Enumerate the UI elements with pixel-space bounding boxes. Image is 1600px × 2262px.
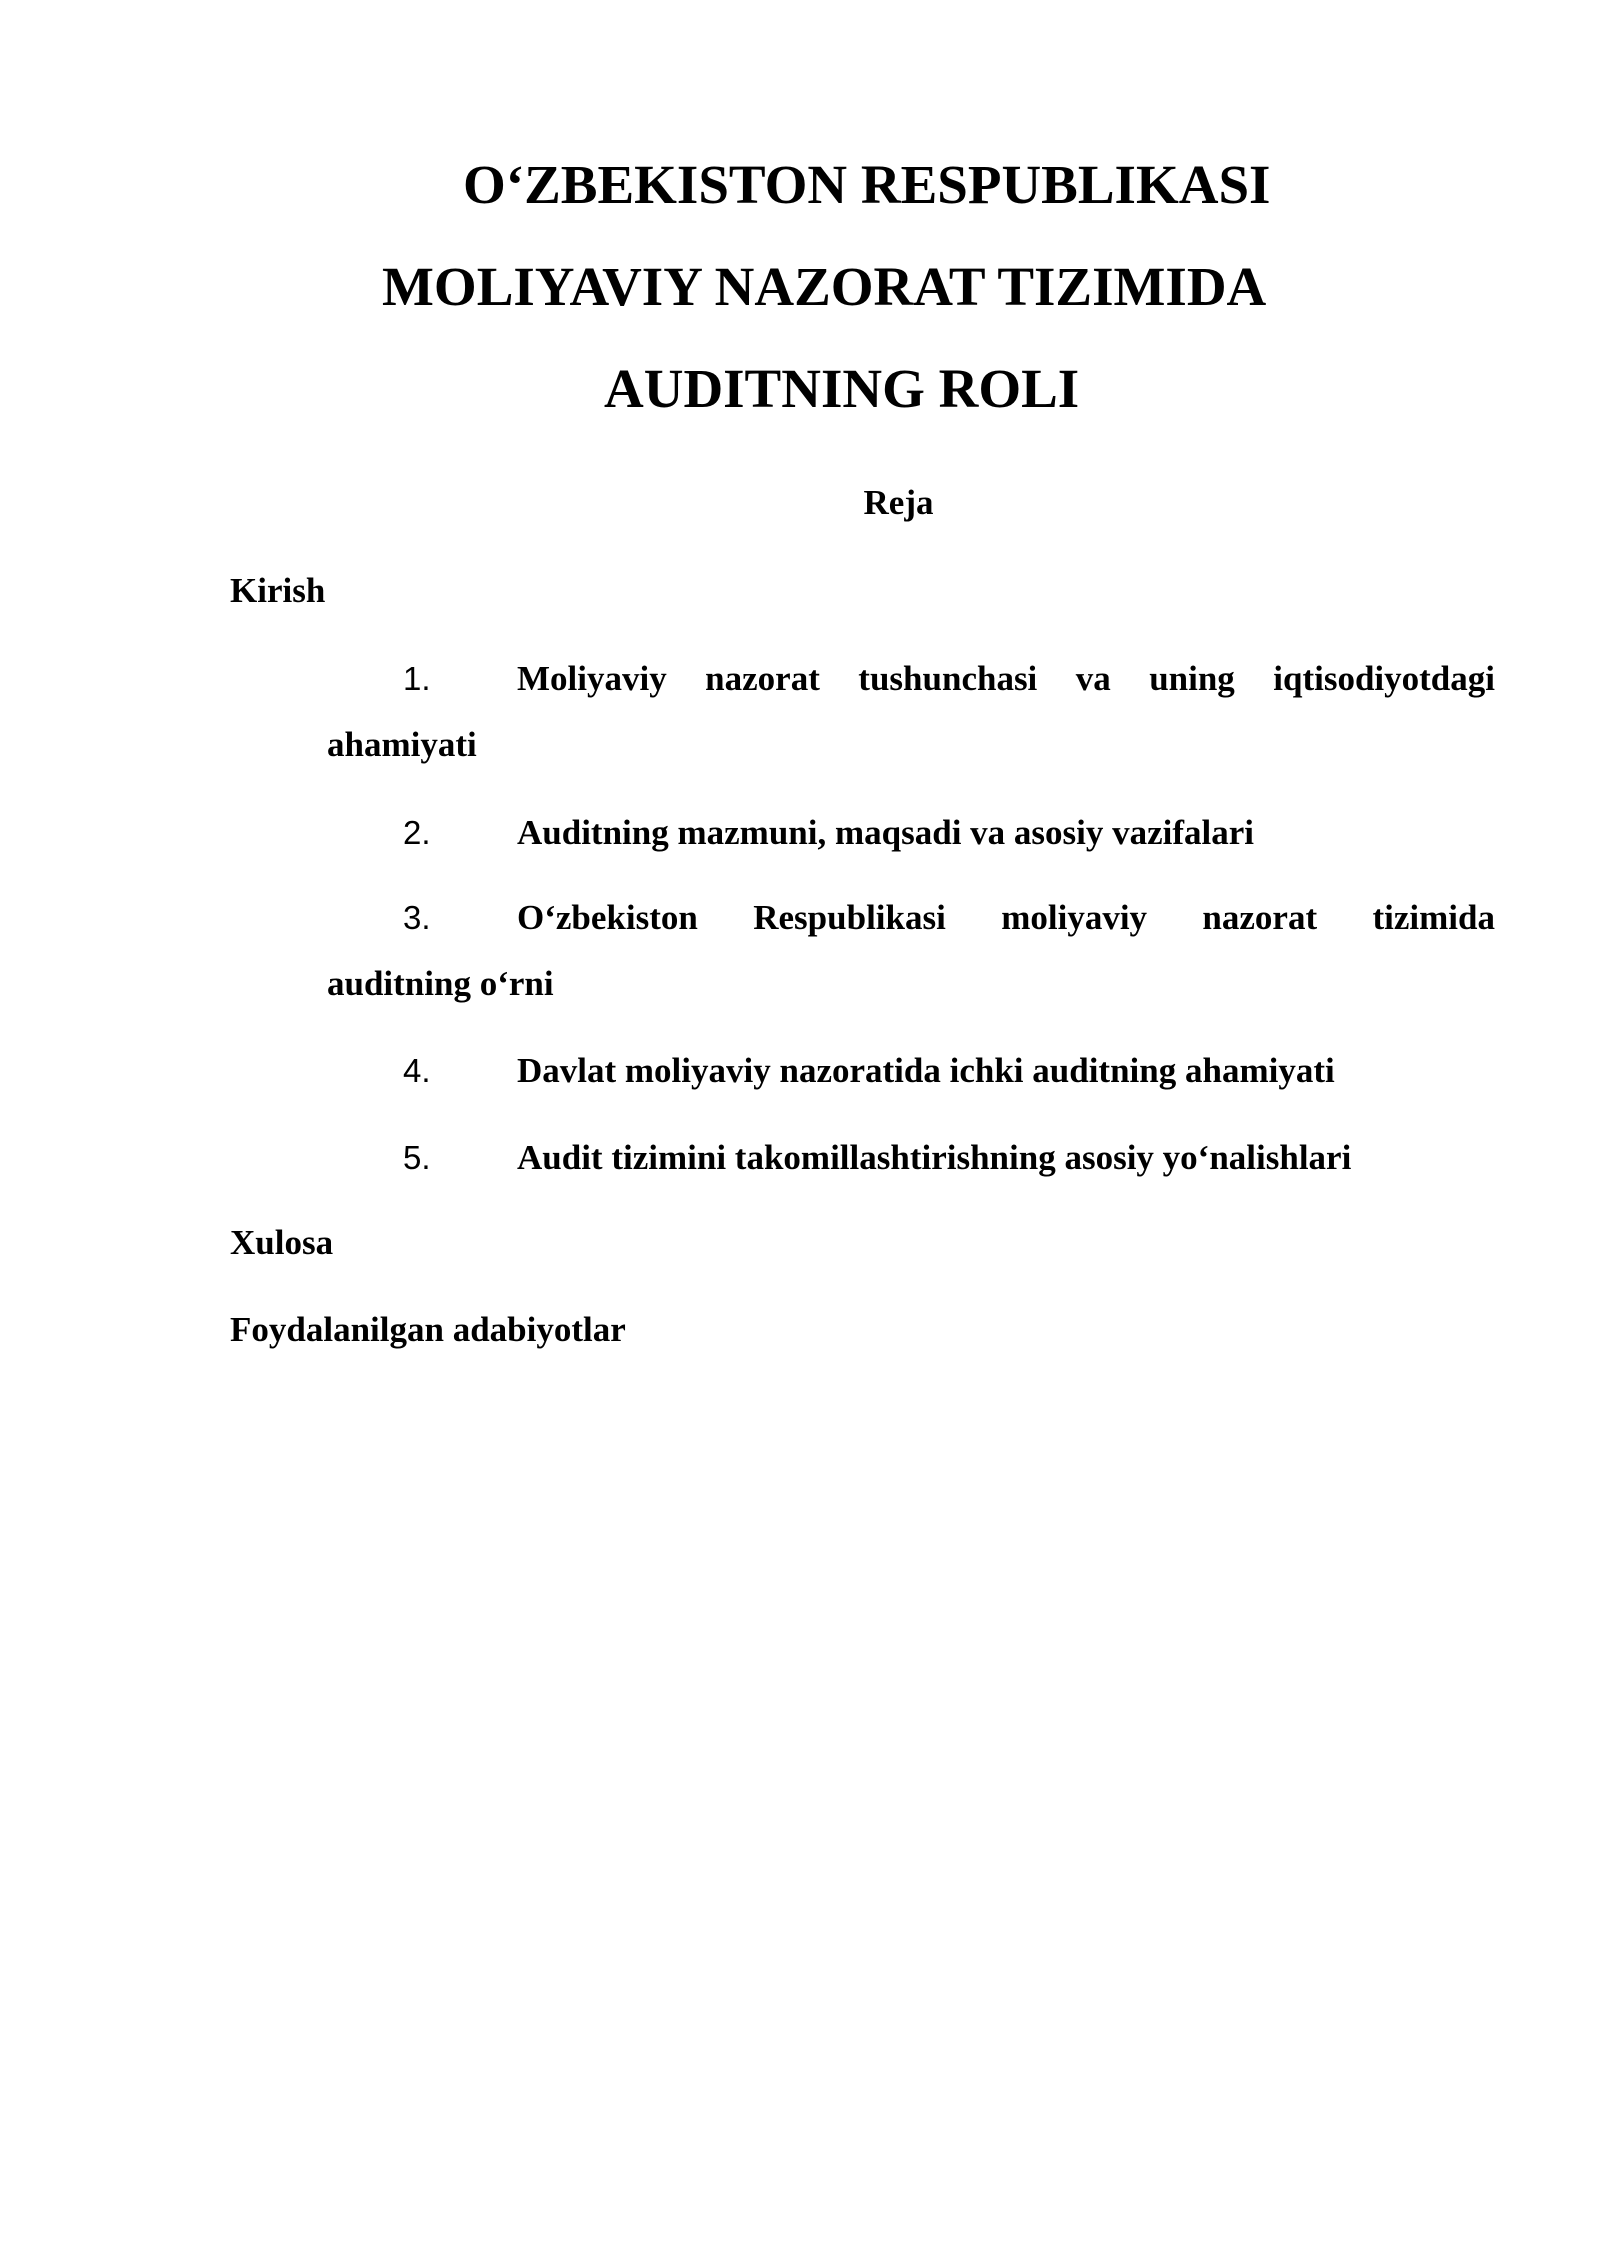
plan-item (327, 1125, 1495, 1191)
plan-item-number: 1. (403, 660, 431, 697)
plan-item-number: 3. (403, 899, 431, 936)
plan-heading: Reja (863, 483, 934, 522)
title-line-2: MOLIYAVIY NAZORAT TIZIMIDA (382, 256, 1267, 317)
plan-item (327, 646, 1495, 778)
plan-item-text: Audit tizimini takomillashtirishning asosiy yo‘nalishlari (517, 1138, 1352, 1177)
plan-item-text: Auditning mazmuni, maqsadi va asosiy vazifalari (517, 813, 1255, 852)
plan-item-number: 5. (403, 1139, 431, 1176)
plan-item-number: 2. (403, 814, 431, 851)
plan-item-text: Moliyaviy nazorat tushunchasi va uning iqtisodiyotdagi (517, 659, 1495, 698)
plan-item-text-continued: auditning o‘rni (327, 964, 554, 1003)
conclusion-heading: Xulosa (230, 1223, 334, 1262)
references-heading: Foydalanilgan adabiyotlar (230, 1310, 626, 1349)
plan-item-text-continued: ahamiyati (327, 725, 477, 764)
plan-item (327, 800, 1495, 866)
plan-item-text: O‘zbekiston Respublikasi moliyaviy nazorat tizimida (517, 898, 1495, 937)
title-line-1: O‘ZBEKISTON RESPUBLIKASI (463, 154, 1271, 215)
plan-item-number: 4. (403, 1052, 431, 1089)
intro-heading: Kirish (230, 571, 326, 610)
plan-item (327, 1038, 1495, 1104)
plan-item-text: Davlat moliyaviy nazoratida ichki auditning ahamiyati (517, 1051, 1335, 1090)
plan-item (327, 885, 1495, 1017)
title-line-3: AUDITNING ROLI (604, 358, 1080, 419)
